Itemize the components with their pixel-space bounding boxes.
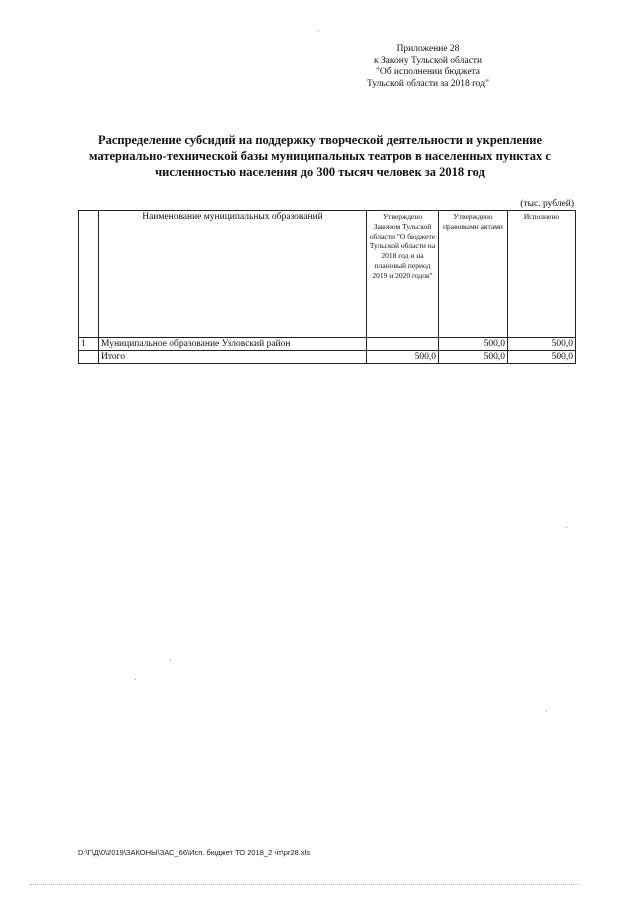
- appendix-line-2: к Закону Тульской области: [373, 55, 483, 66]
- title-line-2: материально-технической базы муниципальных театров в населенных пунктах с: [89, 149, 551, 163]
- document-title: [70, 132, 570, 180]
- table-row: [79, 338, 576, 351]
- total-executed: 500,0: [508, 351, 576, 364]
- header-name: Наименование муниципальных образований: [99, 211, 367, 338]
- scan-speck: [546, 710, 547, 711]
- units-label: (тыс. рублей): [520, 199, 574, 209]
- total-label: Итого: [99, 351, 367, 364]
- appendix-line-4: Тульской области за 2018 год": [367, 78, 489, 89]
- table-total-row: [79, 351, 576, 364]
- total-approved-law: 500,0: [367, 351, 439, 364]
- header-approved-law: Утверждено Законом Тульской области "О бюджете Тульской области на 2018 год и на плановый период 2019 и 2020 годов": [367, 211, 439, 338]
- subsidy-table: [78, 210, 576, 364]
- scan-speck: [135, 679, 136, 680]
- title-line-1: Распределение субсидий на поддержку творческой деятельности и укрепление: [97, 133, 543, 147]
- appendix-line-1: Приложение 28: [396, 44, 460, 54]
- title-line-3: численностью населения до 300 тысяч человек за 2018 год: [155, 165, 485, 179]
- appendix-line-3: "Об исполнении бюджета: [375, 67, 481, 77]
- row-executed: 500,0: [508, 338, 576, 351]
- total-approved-acts: 500,0: [439, 351, 508, 364]
- row-name: Муниципальное образование Узловский район: [99, 338, 367, 351]
- file-path-footer: D:\Г\Д\0\2019\ЗАКОНЫ\ЗАС_66\Исп. бюджет ТО 2018_2 чт\pr28.xls: [78, 848, 311, 857]
- header-approved-acts: Утверждено правовыми актами: [439, 211, 508, 338]
- row-approved-acts: 500,0: [439, 338, 508, 351]
- header-executed: Исполнено: [508, 211, 576, 338]
- total-number-cell: [79, 351, 99, 364]
- header-number-cell: [79, 211, 99, 338]
- table-header-row: [79, 211, 576, 338]
- row-number: 1: [79, 338, 99, 351]
- scan-dotted-line: [30, 884, 580, 885]
- appendix-block: [318, 44, 538, 90]
- scan-speck: [318, 30, 319, 31]
- row-approved-law: [367, 338, 439, 351]
- scan-speck: [566, 527, 567, 528]
- scan-speck: [170, 660, 171, 661]
